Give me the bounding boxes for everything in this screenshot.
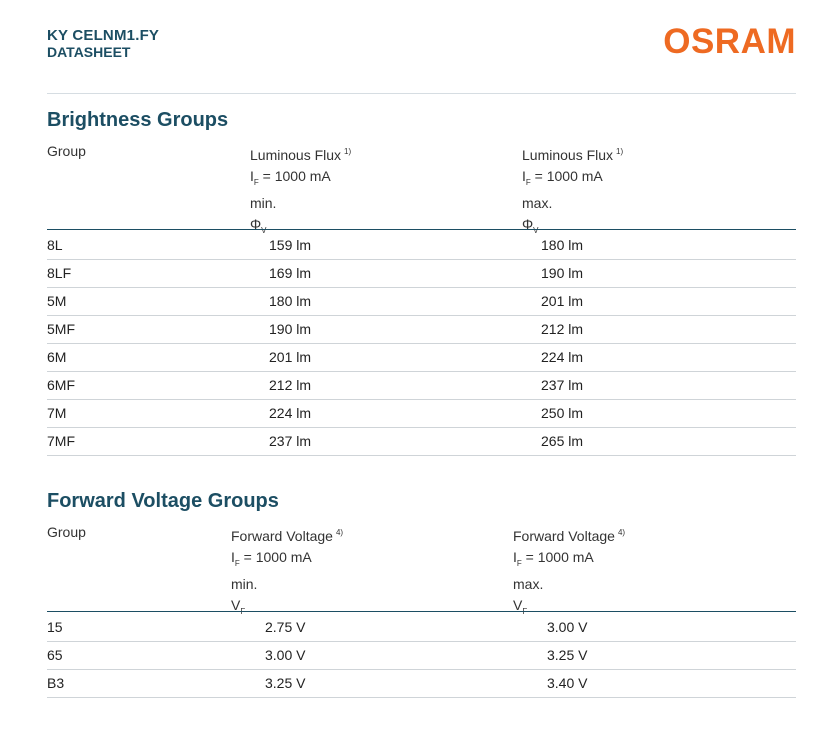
max-cell: 265 lm	[541, 433, 584, 449]
brightness-col-group: Group	[47, 143, 86, 159]
group-cell: 5M	[47, 293, 67, 309]
table-row	[47, 287, 796, 316]
cond-symbol: I	[513, 549, 517, 565]
max-cell: 237 lm	[541, 377, 584, 393]
group-cell: 8LF	[47, 265, 72, 281]
min-cell: 201 lm	[269, 349, 312, 365]
col-kind: max.	[522, 195, 553, 211]
max-cell: 3.00 V	[547, 619, 588, 635]
col-symbol-sub: V	[261, 226, 267, 235]
max-cell: 224 lm	[541, 349, 584, 365]
col-symbol-sub: F	[240, 607, 246, 616]
brightness-header-rule	[47, 229, 796, 230]
min-cell: 3.25 V	[265, 675, 306, 691]
col-kind: max.	[513, 576, 544, 592]
cond-subscript: F	[516, 559, 522, 568]
col-name: Luminous Flux	[250, 147, 342, 163]
table-row	[47, 343, 796, 372]
min-cell: 159 lm	[269, 237, 312, 253]
group-cell: 7M	[47, 405, 67, 421]
cond-symbol: I	[231, 549, 235, 565]
table-row	[47, 371, 796, 400]
cond-value: = 1000 mA	[258, 168, 331, 184]
max-cell: 250 lm	[541, 405, 584, 421]
footnote-ref: 4)	[335, 528, 344, 537]
min-cell: 169 lm	[269, 265, 312, 281]
col-kind: min.	[250, 195, 277, 211]
table-row	[47, 427, 796, 456]
col-kind: min.	[231, 576, 258, 592]
osram-logo: OSRAM	[663, 22, 796, 61]
min-cell: 237 lm	[269, 433, 312, 449]
table-row	[47, 315, 796, 344]
cond-value: = 1000 mA	[521, 549, 594, 565]
table-row	[47, 231, 796, 260]
cond-subscript: F	[525, 178, 531, 187]
min-cell: 2.75 V	[265, 619, 306, 635]
cond-value: = 1000 mA	[239, 549, 312, 565]
max-cell: 212 lm	[541, 321, 584, 337]
max-cell: 201 lm	[541, 293, 584, 309]
group-cell: 7MF	[47, 433, 75, 449]
group-cell: B3	[47, 675, 65, 691]
header-left	[47, 28, 159, 60]
header-divider	[47, 93, 796, 94]
voltage-col-group: Group	[47, 524, 86, 540]
table-row	[47, 641, 796, 670]
group-cell: 65	[47, 647, 63, 663]
table-row	[47, 399, 796, 428]
doc-type: DATASHEET	[47, 44, 131, 60]
group-cell: 6M	[47, 349, 67, 365]
cond-subscript: F	[234, 559, 240, 568]
group-cell: 8L	[47, 237, 63, 253]
footnote-ref: 1)	[344, 147, 352, 156]
max-cell: 180 lm	[541, 237, 584, 253]
table-row	[47, 259, 796, 288]
col-symbol-sub: F	[522, 607, 528, 616]
group-cell: 5MF	[47, 321, 75, 337]
group-cell: 6MF	[47, 377, 75, 393]
footnote-ref: 4)	[617, 528, 626, 537]
cond-symbol: I	[522, 168, 526, 184]
brightness-col-max	[522, 141, 623, 241]
min-cell: 180 lm	[269, 293, 312, 309]
voltage-header-rule	[47, 611, 796, 612]
col-symbol: V	[231, 597, 241, 613]
voltage-col-min	[231, 522, 343, 622]
cond-value: = 1000 mA	[530, 168, 603, 184]
voltage-title: Forward Voltage Groups	[47, 490, 279, 512]
max-cell: 190 lm	[541, 265, 584, 281]
col-name: Forward Voltage	[231, 528, 333, 544]
col-name: Luminous Flux	[522, 147, 614, 163]
col-symbol: V	[513, 597, 523, 613]
product-code: KY CELNM1.FY	[47, 27, 160, 44]
max-cell: 3.25 V	[547, 647, 588, 663]
group-cell: 15	[47, 619, 63, 635]
min-cell: 224 lm	[269, 405, 312, 421]
col-name: Forward Voltage	[513, 528, 615, 544]
min-cell: 190 lm	[269, 321, 312, 337]
table-row	[47, 613, 796, 642]
table-row	[47, 669, 796, 698]
max-cell: 3.40 V	[547, 675, 588, 691]
col-symbol-sub: V	[533, 226, 539, 235]
brightness-col-min	[250, 141, 351, 241]
min-cell: 212 lm	[269, 377, 312, 393]
cond-symbol: I	[250, 168, 254, 184]
brightness-title: Brightness Groups	[47, 109, 229, 131]
footnote-ref: 1)	[616, 147, 624, 156]
voltage-col-max	[513, 522, 625, 622]
col-symbol: Φ	[250, 216, 262, 232]
cond-subscript: F	[253, 178, 259, 187]
col-symbol: Φ	[522, 216, 534, 232]
min-cell: 3.00 V	[265, 647, 306, 663]
